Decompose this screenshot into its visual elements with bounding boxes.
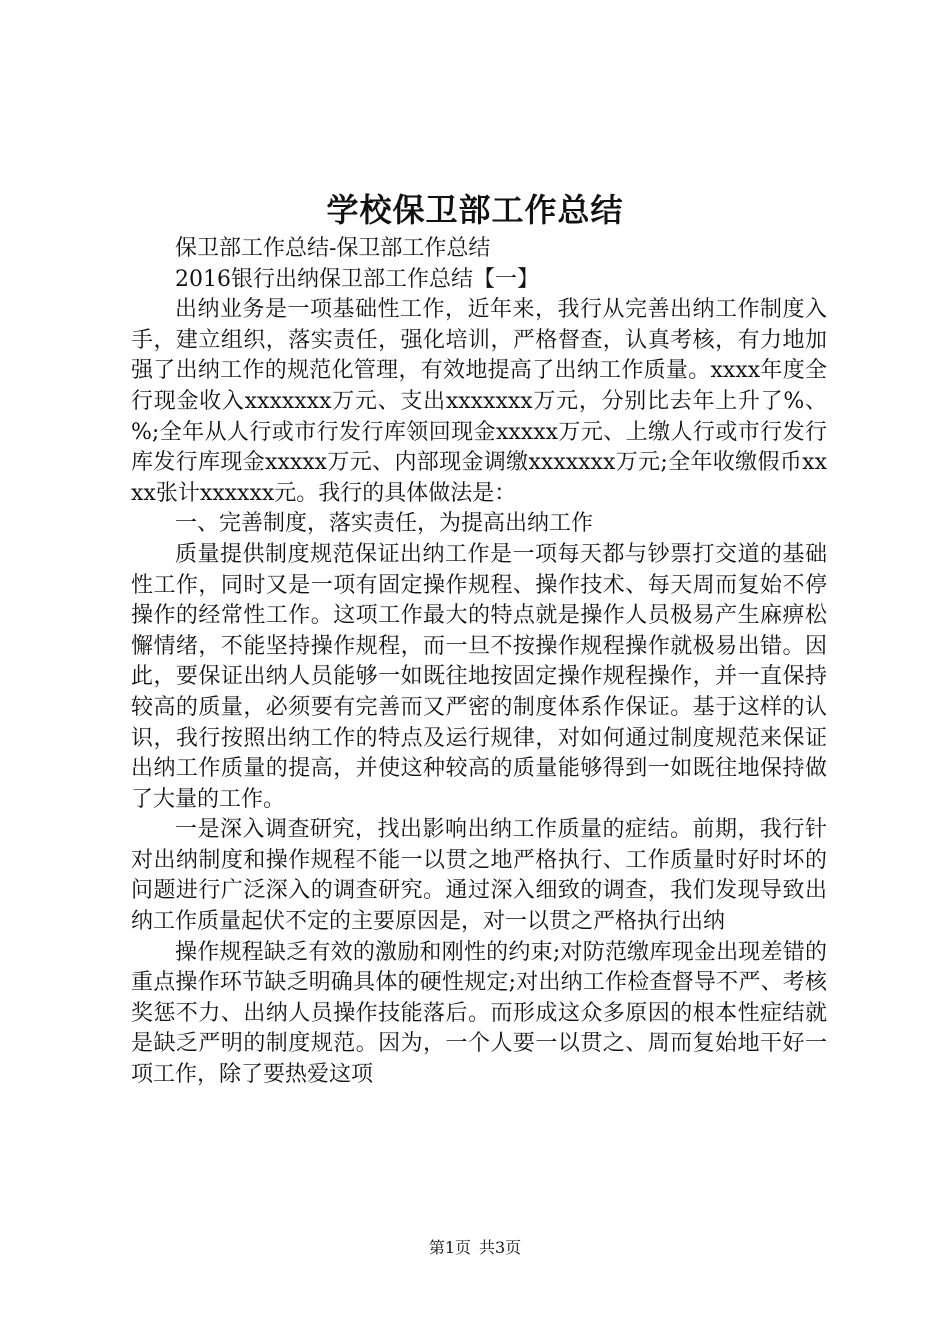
page-number: 第1页 (428, 1238, 471, 1257)
document-body (131, 234, 827, 1091)
page-total: 共3页 (479, 1238, 522, 1257)
paragraph-subtitle: 保卫部工作总结-保卫部工作总结 (175, 236, 491, 261)
paragraph-research: 一是深入调查研究，找出影响出纳工作质量的症结。前期，我行针对出纳制度和操作规程不能一以贯之地严格执行、工作质量时好时坏的问题进行广泛深入的调查研究。通过深入细致的调查，我们发现导致出纳工作质量起伏不定的主要原因是，对一以贯之严格执行出纳 (131, 817, 827, 935)
paragraph-rules: 操作规程缺乏有效的激励和刚性的约束;对防范缴库现金出现差错的重点操作环节缺乏明确具体的硬性规定;对出纳工作检查督导不严、考核奖惩不力、出纳人员操作技能落后。而形成这众多原因的根本性症结就是缺乏严明的制度规范。因为，一个人要一以贯之、周而复始地干好一项工作，除了要热爱这项 (131, 939, 827, 1088)
paragraph-section-title: 2016银行出纳保卫部工作总结【一】 (175, 266, 539, 292)
paragraph-heading-one: 一、完善制度，落实责任，为提高出纳工作 (175, 511, 594, 537)
page-footer (0, 1238, 950, 1258)
document-title: 学校保卫部工作总结 (326, 191, 624, 229)
paragraph-quality: 质量提供制度规范保证出纳工作是一项每天都与钞票打交道的基础性工作，同时又是一项有固定操作规程、操作技术、每天周而复始不停操作的经常性工作。这项工作最大的特点就是操作人员极易产生麻痹松懈情绪，不能坚持操作规程，而一旦不按操作规程操作就极易出错。因此，要保证出纳人员能够一如既往地按固定操作规程操作，并一直保持较高的质量，必须要有完善而又严密的制度体系作保证。基于这样的认识，我行按照出纳工作的特点及运行规律，对如何通过制度规范来保证出纳工作质量的提高，并使这种较高的质量能够得到一如既往地保持做了大量的工作。 (131, 541, 827, 812)
paragraph-intro: 出纳业务是一项基础性工作，近年来，我行从完善出纳工作制度入手，建立组织，落实责任，强化培训，严格督查，认真考核，有力地加强了出纳工作的规范化管理，有效地提高了出纳工作质量。xxxx年度全行现金收入xxxxxxx万元、支出xxxxxxx万元，分别比去年上升了%、%;全年从人行或市行发行库领回现金xxxxx万元、上缴人行或市行发行库发行库现金xxxxx万元、内部现金调缴xxxxxxx万元;全年收缴假币xxxx张计xxxxxx元。我行的具体做法是： (131, 297, 827, 506)
